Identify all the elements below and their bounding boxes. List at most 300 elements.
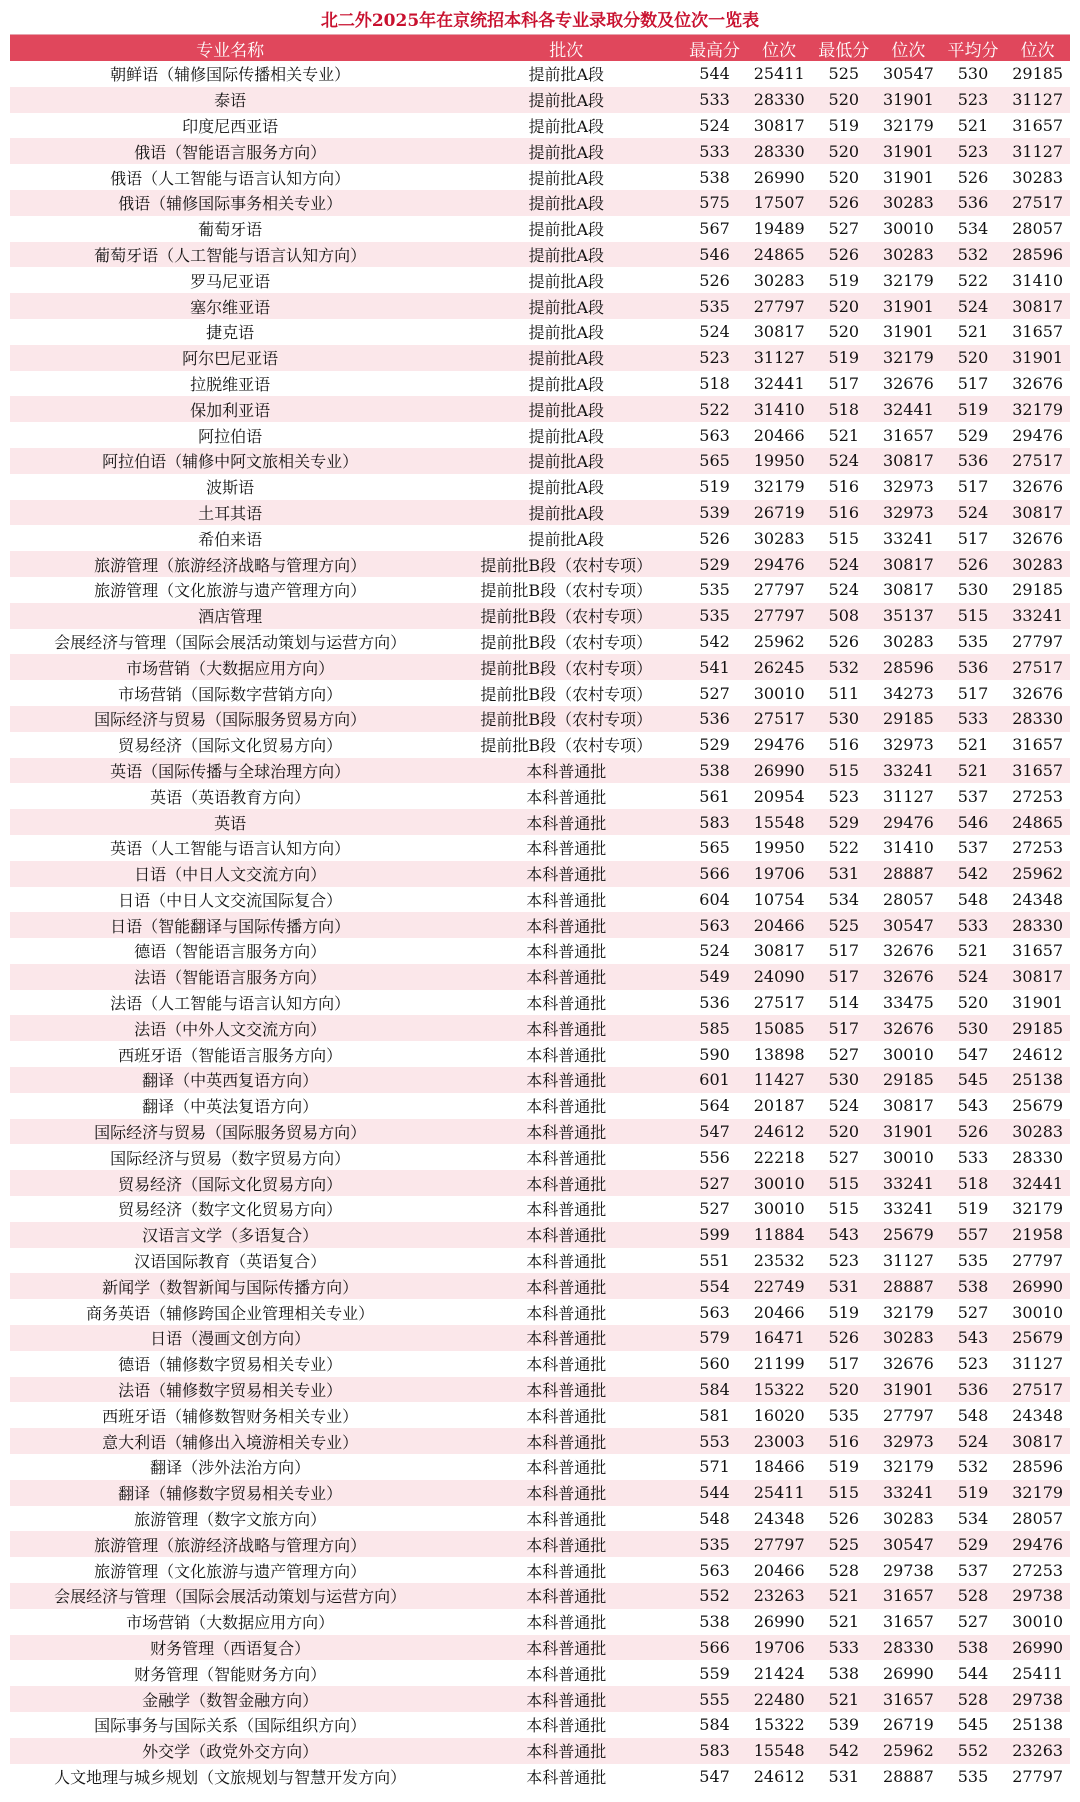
- cell-max-score: 526: [699, 528, 730, 548]
- cell-batch: 本科普通批: [526, 761, 607, 781]
- cell-major-name: 汉语言文学（多语复合）: [142, 1226, 319, 1246]
- cell-max-rank: 19706: [753, 864, 805, 884]
- table-row: [10, 1660, 1070, 1686]
- table-row: [10, 1764, 1070, 1790]
- cell-min-score: 531: [828, 1766, 860, 1786]
- table-row: [10, 1041, 1070, 1067]
- cell-avg-score: 524: [957, 967, 989, 987]
- cell-major-name: 法语（中外人文交流方向）: [134, 1019, 327, 1039]
- table-header-row: [10, 35, 1070, 61]
- cell-min-rank: 32676: [882, 941, 934, 961]
- cell-min-score: 524: [828, 1096, 860, 1116]
- cell-avg-rank: 24348: [1012, 889, 1064, 909]
- cell-max-score: 538: [699, 1612, 730, 1632]
- cell-max-score: 571: [699, 1457, 730, 1477]
- cell-max-rank: 18466: [753, 1457, 805, 1477]
- cell-min-rank: 31127: [882, 1251, 934, 1271]
- cell-batch: 本科普通批: [526, 1510, 607, 1530]
- cell-min-score: 533: [828, 1638, 860, 1657]
- cell-batch: 本科普通批: [526, 1045, 607, 1065]
- cell-major-name: 泰语: [214, 91, 247, 111]
- cell-avg-rank: 29185: [1012, 580, 1064, 600]
- cell-major-name: 葡萄牙语（人工智能与语言认知方向）: [94, 245, 367, 265]
- cell-batch: 本科普通批: [526, 968, 607, 988]
- cell-avg-rank: 24612: [1012, 1044, 1064, 1064]
- header-avg-rank: 位次: [1020, 40, 1055, 61]
- cell-avg-score: 533: [957, 915, 989, 935]
- cell-max-rank: 15548: [753, 812, 805, 832]
- cell-max-score: 546: [699, 244, 730, 264]
- cell-min-rank: 31410: [882, 838, 934, 858]
- cell-max-score: 526: [699, 270, 730, 290]
- cell-min-score: 539: [828, 1715, 860, 1735]
- cell-batch: 本科普通批: [526, 1174, 607, 1194]
- table-row: [10, 319, 1070, 345]
- cell-min-rank: 30547: [882, 1534, 934, 1554]
- cell-max-score: 527: [699, 1199, 730, 1219]
- cell-min-score: 519: [828, 1457, 860, 1477]
- table-row: [10, 912, 1070, 938]
- cell-min-rank: 31657: [882, 425, 934, 445]
- cell-max-rank: 26990: [753, 1612, 805, 1632]
- cell-max-rank: 21199: [753, 1354, 805, 1374]
- cell-batch: 提前批B段（农村专项）: [480, 581, 653, 601]
- cell-major-name: 翻译（中英法复语方向）: [142, 1097, 319, 1117]
- cell-batch: 提前批B段（农村专项）: [480, 710, 653, 730]
- cell-min-score: 518: [828, 399, 860, 419]
- cell-min-rank: 31901: [882, 322, 934, 342]
- cell-batch: 提前批A段: [528, 116, 604, 136]
- cell-max-score: 535: [699, 1534, 730, 1554]
- cell-batch: 提前批A段: [528, 297, 604, 317]
- cell-min-rank: 31901: [882, 1122, 934, 1142]
- cell-batch: 本科普通批: [526, 1561, 607, 1581]
- header-avg-score: 平均分: [947, 40, 999, 61]
- cell-avg-rank: 27797: [1012, 1251, 1064, 1271]
- cell-min-rank: 30547: [882, 915, 934, 935]
- cell-max-score: 549: [699, 967, 730, 987]
- cell-batch: 本科普通批: [526, 1200, 607, 1220]
- cell-min-rank: 32179: [882, 1302, 934, 1322]
- cell-avg-rank: 29185: [1012, 1018, 1064, 1038]
- cell-avg-rank: 24865: [1012, 812, 1064, 832]
- cell-min-score: 520: [828, 296, 860, 316]
- cell-max-score: 555: [699, 1689, 730, 1709]
- cell-max-score: 599: [699, 1225, 730, 1245]
- table-row: [10, 61, 1070, 87]
- cell-major-name: 市场营销（大数据应用方向）: [126, 1613, 335, 1633]
- cell-max-rank: 27797: [753, 580, 805, 600]
- cell-major-name: 德语（智能语言服务方向）: [134, 942, 327, 962]
- table-row: [10, 164, 1070, 190]
- cell-max-score: 563: [699, 1560, 730, 1580]
- table-row: [10, 1170, 1070, 1196]
- table-row: [10, 1557, 1070, 1583]
- cell-batch: 提前批B段（农村专项）: [480, 684, 653, 704]
- cell-avg-score: 523: [957, 141, 989, 161]
- cell-max-rank: 23003: [753, 1431, 805, 1451]
- cell-avg-score: 522: [957, 270, 989, 290]
- cell-major-name: 捷克语: [206, 323, 255, 343]
- table-row: [10, 1067, 1070, 1093]
- cell-avg-rank: 25411: [1012, 1663, 1064, 1683]
- cell-avg-score: 526: [957, 1122, 989, 1142]
- cell-batch: 提前批A段: [528, 245, 604, 265]
- cell-min-score: 521: [828, 1586, 860, 1606]
- cell-min-score: 520: [828, 1122, 860, 1142]
- cell-batch: 本科普通批: [526, 865, 607, 885]
- cell-max-score: 541: [699, 657, 730, 677]
- table-row: [10, 680, 1070, 706]
- cell-major-name: 法语（智能语言服务方向）: [134, 968, 327, 988]
- cell-max-rank: 25962: [753, 631, 805, 651]
- cell-min-rank: 29738: [882, 1560, 934, 1580]
- cell-min-score: 515: [828, 1199, 860, 1219]
- table-row: [10, 216, 1070, 242]
- cell-min-score: 519: [828, 1302, 860, 1322]
- cell-min-rank: 33241: [882, 528, 934, 548]
- table-row: [10, 1609, 1070, 1635]
- cell-min-rank: 32676: [882, 373, 934, 393]
- cell-min-rank: 33475: [882, 993, 934, 1013]
- cell-min-score: 525: [828, 64, 860, 84]
- cell-avg-rank: 29738: [1012, 1689, 1064, 1709]
- cell-min-score: 526: [828, 631, 860, 651]
- cell-avg-score: 536: [957, 1380, 989, 1400]
- cell-max-score: 551: [699, 1251, 730, 1271]
- cell-min-rank: 28330: [882, 1638, 934, 1657]
- cell-max-score: 548: [699, 1509, 730, 1529]
- cell-batch: 本科普通批: [526, 916, 607, 936]
- cell-max-score: 553: [699, 1431, 730, 1451]
- cell-min-score: 516: [828, 1431, 860, 1451]
- cell-avg-rank: 33241: [1012, 606, 1064, 626]
- table-row: [10, 267, 1070, 293]
- cell-min-rank: 31127: [882, 786, 934, 806]
- cell-major-name: 旅游管理（文化旅游与遗产管理方向）: [94, 581, 367, 601]
- cell-max-rank: 24612: [753, 1766, 805, 1786]
- cell-max-rank: 27797: [753, 296, 805, 316]
- cell-batch: 本科普通批: [526, 1097, 607, 1117]
- cell-max-rank: 26245: [753, 657, 805, 677]
- cell-avg-rank: 32179: [1012, 1483, 1064, 1503]
- cell-min-rank: 32676: [882, 1018, 934, 1038]
- cell-max-rank: 11884: [753, 1225, 805, 1245]
- cell-avg-score: 521: [957, 115, 989, 135]
- cell-min-score: 524: [828, 554, 860, 574]
- cell-avg-score: 557: [957, 1225, 989, 1245]
- cell-major-name: 会展经济与管理（国际会展活动策划与运营方向）: [54, 632, 407, 652]
- cell-avg-score: 535: [957, 631, 989, 651]
- cell-max-score: 547: [699, 1766, 730, 1786]
- header-batch: 批次: [549, 40, 584, 61]
- cell-major-name: 贸易经济（数字文化贸易方向）: [118, 1200, 343, 1220]
- cell-batch: 本科普通批: [526, 1019, 607, 1039]
- cell-major-name: 翻译（涉外法治方向）: [150, 1458, 311, 1478]
- cell-batch: 本科普通批: [526, 1381, 607, 1401]
- cell-max-score: 527: [699, 683, 730, 703]
- cell-max-rank: 24612: [753, 1122, 805, 1142]
- cell-min-rank: 30010: [882, 1147, 934, 1167]
- table-row: [10, 1686, 1070, 1712]
- cell-max-score: 522: [699, 399, 730, 419]
- cell-avg-score: 537: [957, 1560, 989, 1580]
- table-row: [10, 396, 1070, 422]
- cell-max-rank: 26990: [753, 760, 805, 780]
- cell-max-score: 544: [699, 64, 730, 84]
- cell-avg-score: 538: [957, 1276, 989, 1296]
- cell-max-rank: 24348: [753, 1509, 805, 1529]
- cell-min-score: 526: [828, 193, 860, 213]
- cell-avg-rank: 31657: [1012, 322, 1064, 342]
- cell-batch: 本科普通批: [526, 1664, 607, 1684]
- table-row: [10, 113, 1070, 139]
- cell-max-score: 536: [699, 709, 730, 729]
- table-row: [10, 242, 1070, 268]
- table-row: [10, 1402, 1070, 1428]
- cell-avg-score: 515: [957, 606, 989, 626]
- table-row: [10, 706, 1070, 732]
- cell-batch: 本科普通批: [526, 1613, 607, 1633]
- cell-major-name: 市场营销（大数据应用方向）: [126, 658, 335, 678]
- cell-min-score: 516: [828, 502, 860, 522]
- cell-max-score: 538: [699, 760, 730, 780]
- cell-major-name: 翻译（中英西复语方向）: [142, 1071, 319, 1091]
- cell-avg-rank: 31127: [1012, 1354, 1064, 1374]
- cell-avg-rank: 25138: [1012, 1715, 1064, 1735]
- table-row: [10, 1351, 1070, 1377]
- cell-avg-score: 526: [957, 167, 989, 187]
- cell-max-score: 533: [699, 141, 730, 161]
- cell-avg-rank: 25138: [1012, 1070, 1064, 1090]
- cell-max-score: 566: [699, 1638, 730, 1657]
- table-row: [10, 1738, 1070, 1764]
- cell-major-name: 酒店管理: [198, 607, 263, 627]
- cell-max-rank: 15085: [753, 1018, 805, 1038]
- cell-min-score: 514: [828, 993, 860, 1013]
- cell-max-rank: 25411: [753, 1483, 805, 1503]
- cell-max-rank: 31127: [753, 348, 805, 368]
- cell-min-rank: 28887: [882, 1766, 934, 1786]
- cell-avg-rank: 32676: [1012, 477, 1064, 497]
- cell-max-score: 579: [699, 1328, 730, 1348]
- cell-batch: 本科普通批: [526, 1767, 607, 1787]
- cell-batch: 提前批B段（农村专项）: [480, 658, 653, 678]
- cell-avg-score: 536: [957, 193, 989, 213]
- cell-min-score: 519: [828, 348, 860, 368]
- cell-batch: 本科普通批: [526, 1303, 607, 1323]
- cell-avg-score: 542: [957, 864, 989, 884]
- cell-min-rank: 32973: [882, 735, 934, 755]
- cell-min-score: 527: [828, 1044, 860, 1064]
- cell-max-score: 581: [699, 1405, 730, 1425]
- cell-min-score: 531: [828, 1276, 860, 1296]
- cell-min-score: 517: [828, 967, 860, 987]
- cell-min-rank: 30817: [882, 451, 934, 471]
- cell-min-rank: 31657: [882, 1586, 934, 1606]
- cell-min-rank: 30283: [882, 193, 934, 213]
- cell-avg-score: 543: [957, 1096, 989, 1116]
- table-row: [10, 783, 1070, 809]
- cell-min-rank: 30010: [882, 1044, 934, 1064]
- cell-avg-rank: 32676: [1012, 373, 1064, 393]
- cell-avg-score: 544: [957, 1663, 989, 1683]
- cell-batch: 本科普通批: [526, 994, 607, 1014]
- cell-min-rank: 31901: [882, 296, 934, 316]
- cell-avg-rank: 27517: [1012, 657, 1064, 677]
- cell-max-rank: 19950: [753, 838, 805, 858]
- cell-max-rank: 28330: [753, 141, 805, 161]
- cell-max-rank: 20466: [753, 425, 805, 445]
- cell-min-score: 515: [828, 528, 860, 548]
- cell-major-name: 国际经济与贸易（国际服务贸易方向）: [94, 710, 367, 730]
- cell-avg-rank: 26990: [1012, 1638, 1064, 1657]
- cell-min-rank: 33241: [882, 1483, 934, 1503]
- cell-batch: 提前批A段: [528, 374, 604, 394]
- cell-major-name: 人文地理与城乡规划（文旅规划与智慧开发方向）: [54, 1767, 407, 1787]
- cell-max-score: 552: [699, 1586, 730, 1606]
- cell-min-score: 527: [828, 1147, 860, 1167]
- cell-batch: 本科普通批: [526, 1148, 607, 1168]
- cell-max-score: 585: [699, 1018, 730, 1038]
- cell-major-name: 阿拉伯语: [198, 426, 263, 446]
- cell-min-rank: 25962: [882, 1741, 934, 1761]
- table-row: [10, 603, 1070, 629]
- cell-min-score: 516: [828, 477, 860, 497]
- cell-max-rank: 20466: [753, 1560, 805, 1580]
- cell-max-score: 583: [699, 1741, 730, 1761]
- cell-major-name: 日语（中日人文交流方向）: [134, 865, 327, 885]
- sheet-title: 北二外2025年在京统招本科各专业录取分数及位次一览表: [10, 8, 1070, 35]
- cell-major-name: 贸易经济（国际文化贸易方向）: [118, 736, 343, 756]
- cell-min-score: 515: [828, 1483, 860, 1503]
- cell-min-rank: 26719: [882, 1715, 934, 1735]
- cell-avg-score: 527: [957, 1612, 989, 1632]
- table-row: [10, 1325, 1070, 1351]
- cell-max-rank: 22218: [753, 1147, 805, 1167]
- cell-min-score: 522: [828, 838, 860, 858]
- cell-avg-rank: 21958: [1012, 1225, 1064, 1245]
- cell-min-score: 528: [828, 1560, 860, 1580]
- cell-avg-rank: 25962: [1012, 864, 1064, 884]
- header-min-rank: 位次: [891, 40, 926, 61]
- cell-max-rank: 26719: [753, 502, 805, 522]
- cell-major-name: 旅游管理（数字文旅方向）: [134, 1510, 327, 1530]
- cell-min-rank: 32973: [882, 1431, 934, 1451]
- table-row: [10, 1093, 1070, 1119]
- cell-max-rank: 30817: [753, 322, 805, 342]
- cell-avg-score: 519: [957, 1199, 989, 1219]
- cell-max-score: 560: [699, 1354, 730, 1374]
- cell-avg-score: 530: [957, 580, 989, 600]
- cell-major-name: 国际经济与贸易（国际服务贸易方向）: [94, 1123, 367, 1143]
- cell-avg-rank: 29476: [1012, 1534, 1064, 1554]
- cell-major-name: 印度尼西亚语: [182, 116, 279, 136]
- cell-max-rank: 17507: [753, 193, 805, 213]
- cell-avg-score: 528: [957, 1689, 989, 1709]
- cell-major-name: 德语（辅修数字贸易相关专业）: [118, 1355, 343, 1375]
- cell-min-score: 517: [828, 1354, 860, 1374]
- cell-max-rank: 15322: [753, 1715, 805, 1735]
- cell-min-score: 516: [828, 735, 860, 755]
- table-row: [10, 371, 1070, 397]
- cell-avg-score: 526: [957, 554, 989, 574]
- cell-avg-score: 518: [957, 1173, 989, 1193]
- cell-max-rank: 30817: [753, 115, 805, 135]
- cell-max-score: 529: [699, 554, 730, 574]
- cell-min-rank: 32441: [882, 399, 934, 419]
- cell-min-rank: 31901: [882, 167, 934, 187]
- cell-batch: 本科普通批: [526, 1535, 607, 1555]
- cell-avg-score: 546: [957, 812, 989, 832]
- cell-batch: 提前批A段: [528, 271, 604, 291]
- cell-major-name: 新闻学（数智新闻与国际传播方向）: [102, 1277, 359, 1297]
- cell-min-rank: 28057: [882, 889, 934, 909]
- cell-max-rank: 20466: [753, 1302, 805, 1322]
- cell-min-score: 515: [828, 1173, 860, 1193]
- cell-avg-rank: 31657: [1012, 760, 1064, 780]
- cell-batch: 提前批A段: [528, 503, 604, 523]
- cell-max-score: 524: [699, 322, 730, 342]
- cell-avg-score: 534: [957, 219, 989, 239]
- cell-max-rank: 15548: [753, 1741, 805, 1761]
- cell-max-rank: 23532: [753, 1251, 805, 1271]
- cell-max-score: 527: [699, 1173, 730, 1193]
- cell-avg-score: 548: [957, 889, 989, 909]
- cell-major-name: 金融学（数智金融方向）: [142, 1690, 319, 1710]
- cell-max-score: 559: [699, 1663, 730, 1683]
- cell-batch: 提前批A段: [528, 194, 604, 214]
- cell-avg-rank: 28596: [1012, 1457, 1064, 1477]
- cell-min-score: 542: [828, 1741, 860, 1761]
- cell-avg-score: 535: [957, 1766, 989, 1786]
- table-row: [10, 964, 1070, 990]
- cell-min-score: 524: [828, 451, 860, 471]
- admission-score-sheet: [10, 8, 1070, 1789]
- table-row: [10, 474, 1070, 500]
- table-row: [10, 1144, 1070, 1170]
- cell-max-rank: 24865: [753, 244, 805, 264]
- cell-avg-score: 533: [957, 709, 989, 729]
- cell-batch: 提前批A段: [528, 142, 604, 162]
- cell-min-score: 520: [828, 1380, 860, 1400]
- cell-avg-rank: 23263: [1012, 1741, 1064, 1761]
- cell-avg-score: 520: [957, 348, 989, 368]
- cell-max-score: 524: [699, 115, 730, 135]
- cell-min-score: 532: [828, 657, 860, 677]
- cell-avg-rank: 30817: [1012, 502, 1064, 522]
- cell-avg-rank: 31127: [1012, 90, 1064, 110]
- cell-max-score: 518: [699, 373, 730, 393]
- table-row: [10, 345, 1070, 371]
- cell-major-name: 罗马尼亚语: [190, 271, 271, 291]
- cell-max-rank: 20187: [753, 1096, 805, 1116]
- table-row: [10, 1299, 1070, 1325]
- cell-major-name: 汉语国际教育（英语复合）: [134, 1252, 327, 1272]
- header-max-rank: 位次: [762, 40, 797, 61]
- cell-max-score: 604: [699, 889, 730, 909]
- cell-avg-score: 521: [957, 735, 989, 755]
- cell-min-rank: 30817: [882, 580, 934, 600]
- cell-batch: 提前批B段（农村专项）: [480, 736, 653, 756]
- cell-min-rank: 31901: [882, 141, 934, 161]
- table-row: [10, 138, 1070, 164]
- cell-batch: 提前批A段: [528, 168, 604, 188]
- cell-major-name: 英语（人工智能与语言认知方向）: [110, 839, 351, 859]
- cell-max-rank: 19706: [753, 1638, 805, 1657]
- cell-avg-rank: 31657: [1012, 115, 1064, 135]
- cell-batch: 本科普通批: [526, 1639, 607, 1658]
